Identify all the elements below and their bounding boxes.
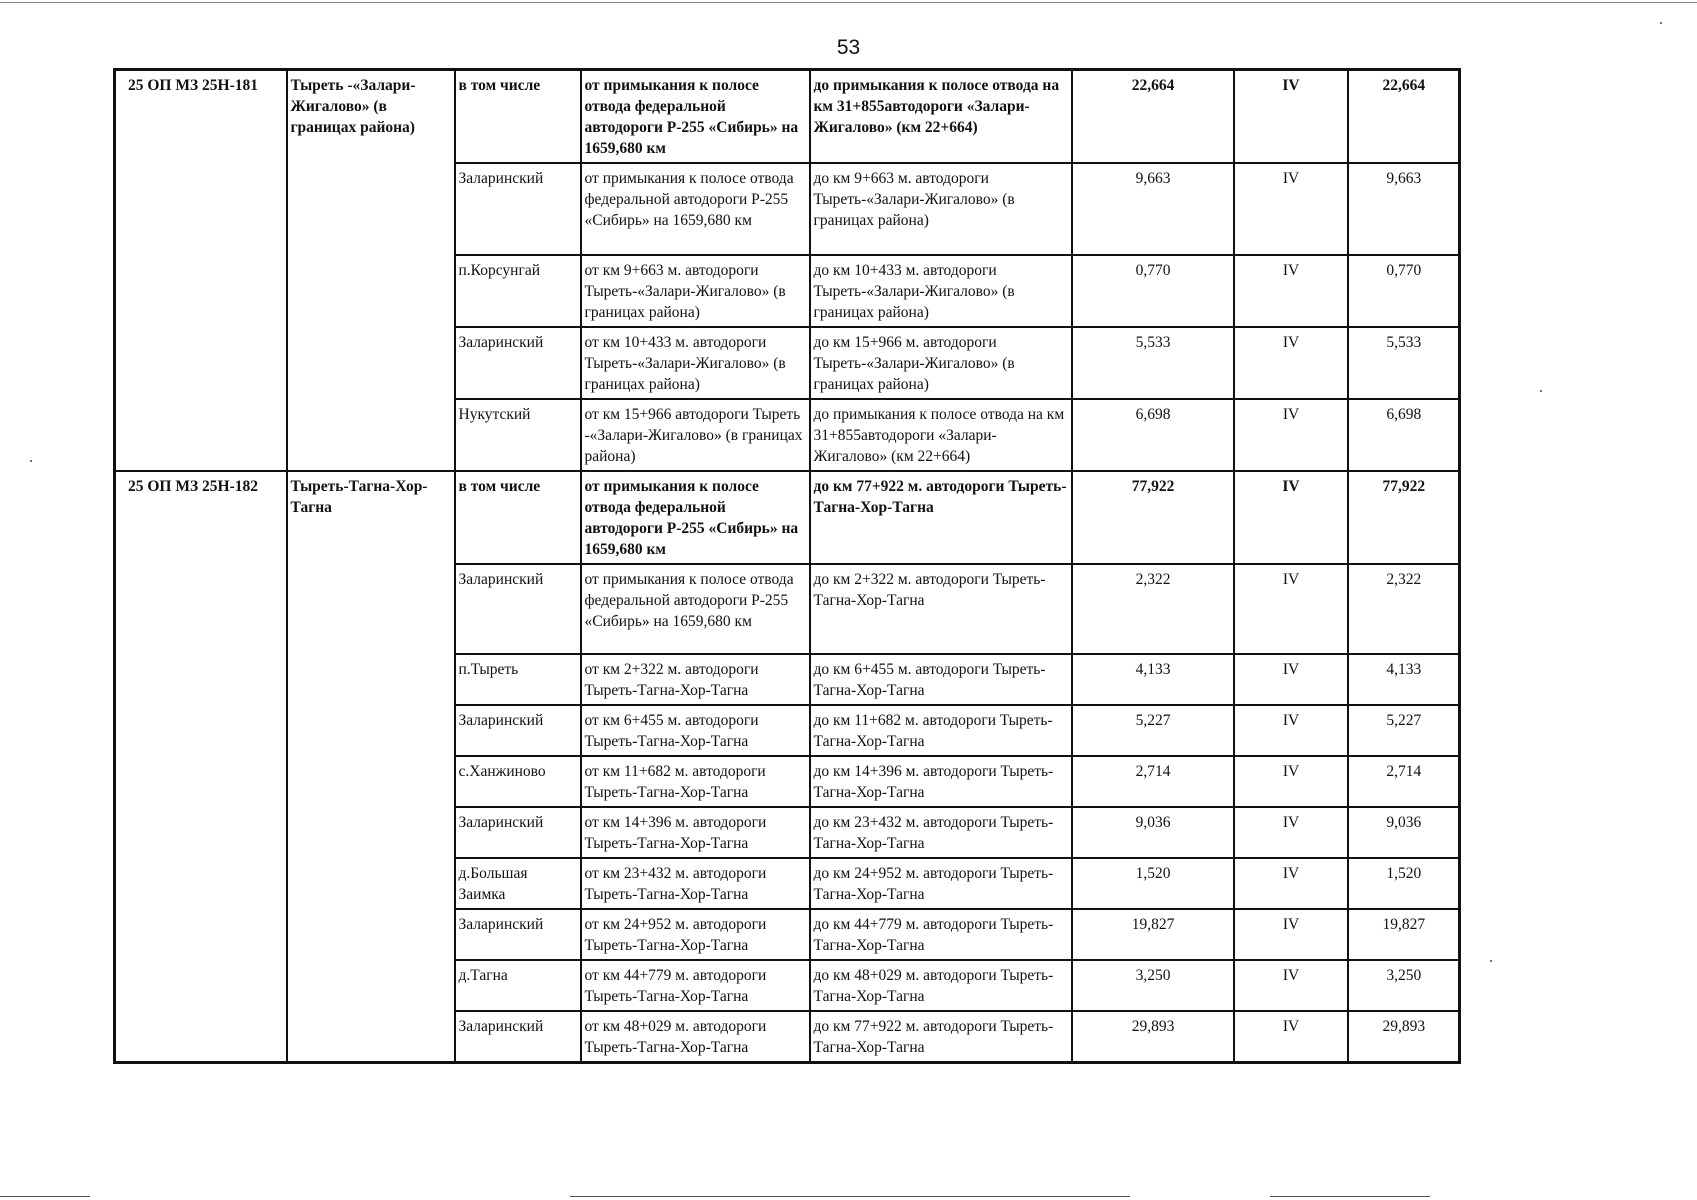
segment-total: 0,770 xyxy=(1348,255,1460,327)
segment-to: до км 14+396 м. автодороги Тыреть-Тагна-Хор-Тагна xyxy=(810,756,1072,807)
road-code: 25 ОП МЗ 25Н-182 xyxy=(115,471,287,1063)
segment-total: 4,133 xyxy=(1348,654,1460,705)
segment-to: до км 77+922 м. автодороги Тыреть-Тагна-Хор-Тагна xyxy=(810,1011,1072,1063)
segment-to: до км 15+966 м. автодороги Тыреть-«Залари-Жигалово» (в границах района) xyxy=(810,327,1072,399)
segment-to: до примыкания к полосе отвода на км 31+855автодороги «Залари-Жигалово» (км 22+664) xyxy=(810,70,1072,164)
segment-to: до км 11+682 м. автодороги Тыреть-Тагна-Хор-Тагна xyxy=(810,705,1072,756)
segment-from: от км 23+432 м. автодороги Тыреть-Тагна-Хор-Тагна xyxy=(581,858,810,909)
segment-category: IV xyxy=(1234,471,1348,564)
segment-area: Нукутский xyxy=(455,399,581,471)
segment-total: 77,922 xyxy=(1348,471,1460,564)
road-name: Тыреть-Тагна-Хор-Тагна xyxy=(287,471,455,1063)
segment-to: до км 44+779 м. автодороги Тыреть-Тагна-Хор-Тагна xyxy=(810,909,1072,960)
segment-category: IV xyxy=(1234,654,1348,705)
segment-length: 22,664 xyxy=(1072,70,1234,164)
segment-length: 1,520 xyxy=(1072,858,1234,909)
segment-to: до км 9+663 м. автодороги Тыреть-«Залари-Жигалово» (в границах района) xyxy=(810,163,1072,255)
segment-category: IV xyxy=(1234,705,1348,756)
road-table xyxy=(113,68,1461,1064)
segment-total: 2,714 xyxy=(1348,756,1460,807)
segment-area: в том числе xyxy=(455,70,581,164)
segment-area: Заларинский xyxy=(455,909,581,960)
segment-to: до км 2+322 м. автодороги Тыреть-Тагна-Хор-Тагна xyxy=(810,564,1072,654)
road-summary-row xyxy=(115,70,1460,164)
segment-area: Заларинский xyxy=(455,807,581,858)
segment-from: от км 48+029 м. автодороги Тыреть-Тагна-Хор-Тагна xyxy=(581,1011,810,1063)
segment-to: до км 23+432 м. автодороги Тыреть-Тагна-Хор-Тагна xyxy=(810,807,1072,858)
segment-to: до км 24+952 м. автодороги Тыреть-Тагна-Хор-Тагна xyxy=(810,858,1072,909)
scan-artifact xyxy=(0,1196,90,1197)
segment-area: Заларинский xyxy=(455,163,581,255)
segment-length: 9,036 xyxy=(1072,807,1234,858)
segment-length: 2,714 xyxy=(1072,756,1234,807)
segment-total: 5,227 xyxy=(1348,705,1460,756)
segment-total: 6,698 xyxy=(1348,399,1460,471)
segment-area: д.Большая Заимка xyxy=(455,858,581,909)
segment-category: IV xyxy=(1234,756,1348,807)
segment-total: 29,893 xyxy=(1348,1011,1460,1063)
scan-artifact xyxy=(570,1196,1130,1197)
segment-total: 19,827 xyxy=(1348,909,1460,960)
segment-category: IV xyxy=(1234,70,1348,164)
segment-category: IV xyxy=(1234,327,1348,399)
segment-total: 5,533 xyxy=(1348,327,1460,399)
segment-length: 2,322 xyxy=(1072,564,1234,654)
segment-length: 3,250 xyxy=(1072,960,1234,1011)
segment-length: 5,533 xyxy=(1072,327,1234,399)
road-code: 25 ОП МЗ 25Н-181 xyxy=(115,70,287,472)
segment-length: 19,827 xyxy=(1072,909,1234,960)
segment-from: от км 6+455 м. автодороги Тыреть-Тагна-Хор-Тагна xyxy=(581,705,810,756)
segment-from: от км 24+952 м. автодороги Тыреть-Тагна-Хор-Тагна xyxy=(581,909,810,960)
segment-area: Заларинский xyxy=(455,564,581,654)
segment-length: 29,893 xyxy=(1072,1011,1234,1063)
scan-artifact xyxy=(1490,960,1492,962)
segment-area: Заларинский xyxy=(455,1011,581,1063)
page-number: 53 xyxy=(836,36,861,59)
segment-to: до км 48+029 м. автодороги Тыреть-Тагна-Хор-Тагна xyxy=(810,960,1072,1011)
road-summary-row xyxy=(115,471,1460,564)
segment-to: до км 10+433 м. автодороги Тыреть-«Залари-Жигалово» (в границах района) xyxy=(810,255,1072,327)
segment-from: от примыкания к полосе отвода федеральной автодороги Р-255 «Сибирь» на 1659,680 км xyxy=(581,564,810,654)
scan-artifact xyxy=(0,2,1697,3)
table-body xyxy=(115,70,1460,1063)
segment-to: до км 77+922 м. автодороги Тыреть-Тагна-Хор-Тагна xyxy=(810,471,1072,564)
segment-from: от примыкания к полосе отвода федеральной автодороги Р-255 «Сибирь» на 1659,680 км xyxy=(581,163,810,255)
segment-length: 9,663 xyxy=(1072,163,1234,255)
segment-category: IV xyxy=(1234,909,1348,960)
segment-area: Заларинский xyxy=(455,327,581,399)
segment-from: от км 44+779 м. автодороги Тыреть-Тагна-Хор-Тагна xyxy=(581,960,810,1011)
segment-category: IV xyxy=(1234,399,1348,471)
segment-from: от примыкания к полосе отвода федеральной автодороги Р-255 «Сибирь» на 1659,680 км xyxy=(581,471,810,564)
segment-total: 2,322 xyxy=(1348,564,1460,654)
road-name: Тыреть -«Залари-Жигалово» (в границах района) xyxy=(287,70,455,472)
segment-total: 22,664 xyxy=(1348,70,1460,164)
segment-length: 0,770 xyxy=(1072,255,1234,327)
segment-area: Заларинский xyxy=(455,705,581,756)
segment-total: 9,036 xyxy=(1348,807,1460,858)
segment-area: в том числе xyxy=(455,471,581,564)
segment-length: 4,133 xyxy=(1072,654,1234,705)
segment-category: IV xyxy=(1234,807,1348,858)
segment-from: от км 11+682 м. автодороги Тыреть-Тагна-Хор-Тагна xyxy=(581,756,810,807)
segment-to: до км 6+455 м. автодороги Тыреть-Тагна-Хор-Тагна xyxy=(810,654,1072,705)
segment-from: от км 9+663 м. автодороги Тыреть-«Залари-Жигалово» (в границах района) xyxy=(581,255,810,327)
segment-from: от км 2+322 м. автодороги Тыреть-Тагна-Хор-Тагна xyxy=(581,654,810,705)
segment-category: IV xyxy=(1234,960,1348,1011)
segment-from: от км 14+396 м. автодороги Тыреть-Тагна-Хор-Тагна xyxy=(581,807,810,858)
segment-category: IV xyxy=(1234,858,1348,909)
segment-from: от примыкания к полосе отвода федеральной автодороги Р-255 «Сибирь» на 1659,680 км xyxy=(581,70,810,164)
segment-length: 6,698 xyxy=(1072,399,1234,471)
scan-artifact xyxy=(1660,22,1662,24)
segment-total: 1,520 xyxy=(1348,858,1460,909)
segment-category: IV xyxy=(1234,564,1348,654)
segment-to: до примыкания к полосе отвода на км 31+855автодороги «Залари-Жигалово» (км 22+664) xyxy=(810,399,1072,471)
segment-area: п.Корсунгай xyxy=(455,255,581,327)
scan-artifact xyxy=(1270,1196,1430,1197)
scan-artifact xyxy=(30,460,32,462)
segment-length: 5,227 xyxy=(1072,705,1234,756)
segment-area: д.Тагна xyxy=(455,960,581,1011)
scan-artifact xyxy=(1540,390,1542,392)
segment-from: от км 15+966 автодороги Тыреть -«Залари-Жигалово» (в границах района) xyxy=(581,399,810,471)
segment-total: 3,250 xyxy=(1348,960,1460,1011)
segment-from: от км 10+433 м. автодороги Тыреть-«Залари-Жигалово» (в границах района) xyxy=(581,327,810,399)
segment-area: с.Ханжиново xyxy=(455,756,581,807)
segment-total: 9,663 xyxy=(1348,163,1460,255)
segment-length: 77,922 xyxy=(1072,471,1234,564)
segment-category: IV xyxy=(1234,1011,1348,1063)
segment-category: IV xyxy=(1234,255,1348,327)
segment-category: IV xyxy=(1234,163,1348,255)
segment-area: п.Тыреть xyxy=(455,654,581,705)
